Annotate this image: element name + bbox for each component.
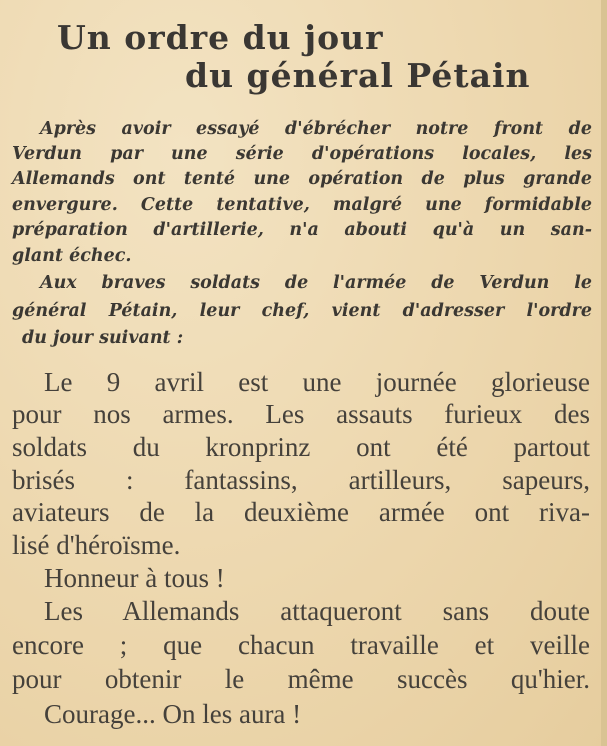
intro-line: Après avoir essayé d'ébrécher notre front de [40,119,592,139]
order-line: pour nos armes. Les assauts furieux des [12,399,590,429]
order-line: soldats du kronprinz ont été partout [12,432,590,462]
order-line: lisé d'héroïsme. [12,530,181,560]
intro-line: général Pétain, leur chef, vient d'adresser l'ordre [12,301,592,321]
intro-line: Allemands ont tenté une opération de plus grande [12,169,592,189]
order-line: pour obtenir le même succès qu'hier. [12,664,590,694]
intro-line: envergure. Cette tentative, malgré une formidable [12,195,592,215]
intro-line: Verdun par une série d'opérations locales, les [12,144,592,164]
intro-line: Aux braves soldats de l'armée de Verdun le [40,273,592,293]
order-line: Le 9 avril est une journée glorieuse [44,367,590,397]
order-line: Courage... On les aura ! [44,699,302,729]
intro-line: glant échec. [12,246,132,266]
order-line: Les Allemands attaqueront sans doute [44,596,590,626]
headline-line-1: Un ordre du jour [57,18,384,57]
order-line: encore ; que chacun travaille et veille [12,630,590,660]
intro-line: préparation d'artillerie, n'a abouti qu'à un san- [12,220,592,240]
intro-line: du jour suivant : [22,328,184,348]
headline-line-2: du général Pétain [185,56,531,95]
paper-edge [601,0,607,746]
order-line: aviateurs de la deuxième armée ont riva- [12,497,590,527]
order-line: brisés : fantassins, artilleurs, sapeurs, [12,465,590,495]
order-line: Honneur à tous ! [44,563,225,593]
